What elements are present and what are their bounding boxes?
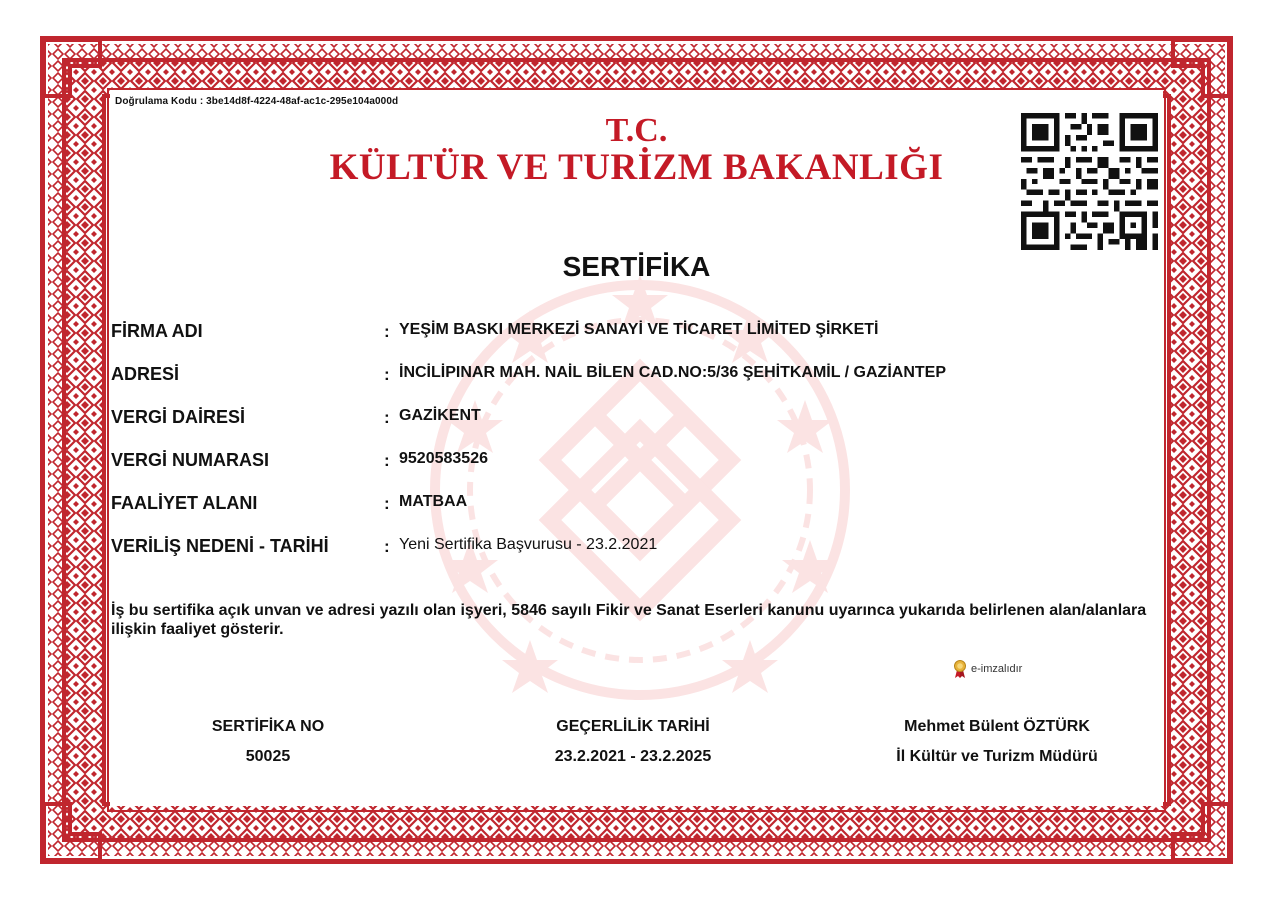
field-label: VERİLİŞ NEDENİ - TARİHİ xyxy=(111,536,329,556)
field-company-name xyxy=(111,321,1171,345)
field-issue-reason-date xyxy=(111,536,1171,560)
signer-block xyxy=(857,712,1137,772)
signer-name: Mehmet Bülent ÖZTÜRK xyxy=(904,718,1090,735)
certificate-title: SERTİFİKA xyxy=(562,251,711,282)
field-value: GAZİKENT xyxy=(399,407,481,424)
ministry-emblem-watermark xyxy=(430,240,850,720)
award-ribbon-icon xyxy=(953,660,967,678)
field-label: VERGİ DAİRESİ xyxy=(111,407,246,427)
field-value: YEŞİM BASKI MERKEZİ SANAYİ VE TİCARET LİMİTED ŞİRKETİ xyxy=(399,321,879,338)
header-tc: T.C. xyxy=(605,112,668,149)
field-tax-office xyxy=(111,407,1171,431)
field-tax-number xyxy=(111,450,1171,474)
field-address xyxy=(111,364,1171,388)
field-colon: : xyxy=(384,494,390,513)
validity-dates: 23.2.2021 - 23.2.2025 xyxy=(554,748,712,765)
field-label: VERGİ NUMARASI xyxy=(111,450,270,470)
ministry-title: KÜLTÜR VE TURİZM BAKANLIĞI xyxy=(329,147,944,188)
field-value: İNCİLİPINAR MAH. NAİL BİLEN CAD.NO:5/36 ŞEHİTKAMİL / GAZİANTEP xyxy=(399,364,946,381)
field-activity-area xyxy=(111,493,1171,517)
field-colon: : xyxy=(384,322,390,341)
certificate-number-label: SERTİFİKA NO xyxy=(211,718,325,735)
field-colon: : xyxy=(384,537,390,556)
validity-block xyxy=(503,712,763,772)
field-value: 9520583526 xyxy=(399,450,488,467)
e-signature-label: e-imzalıdır xyxy=(971,662,1023,675)
field-label: FAALİYET ALANI xyxy=(111,493,258,513)
field-colon: : xyxy=(384,408,390,427)
field-colon: : xyxy=(384,451,390,470)
certificate-statement: İş bu sertifika açık unvan ve adresi yazılı olan işyeri, 5846 sayılı Fikir ve Sanat Eserleri kanunu uyarınca yukarıda belirlenen alan/alanlara ilişkin faaliyet gösterir. xyxy=(111,602,1147,638)
validity-label: GEÇERLİLİK TARİHİ xyxy=(556,718,710,735)
qr-code[interactable] xyxy=(1021,113,1158,250)
field-colon: : xyxy=(384,365,390,384)
signer-title: İl Kültür ve Turizm Müdürü xyxy=(896,748,1098,765)
verification-code: Doğrulama Kodu : 3be14d8f-4224-48af-ac1c-295e104a000d xyxy=(115,96,399,107)
certificate-number-block xyxy=(168,712,368,772)
e-signature-badge xyxy=(953,660,1022,678)
field-label: ADRESİ xyxy=(111,364,180,384)
field-value: Yeni Sertifika Başvurusu - 23.2.2021 xyxy=(399,536,658,553)
field-label: FİRMA ADI xyxy=(111,321,203,341)
field-value: MATBAA xyxy=(399,493,468,510)
certificate-number: 50025 xyxy=(245,748,291,765)
